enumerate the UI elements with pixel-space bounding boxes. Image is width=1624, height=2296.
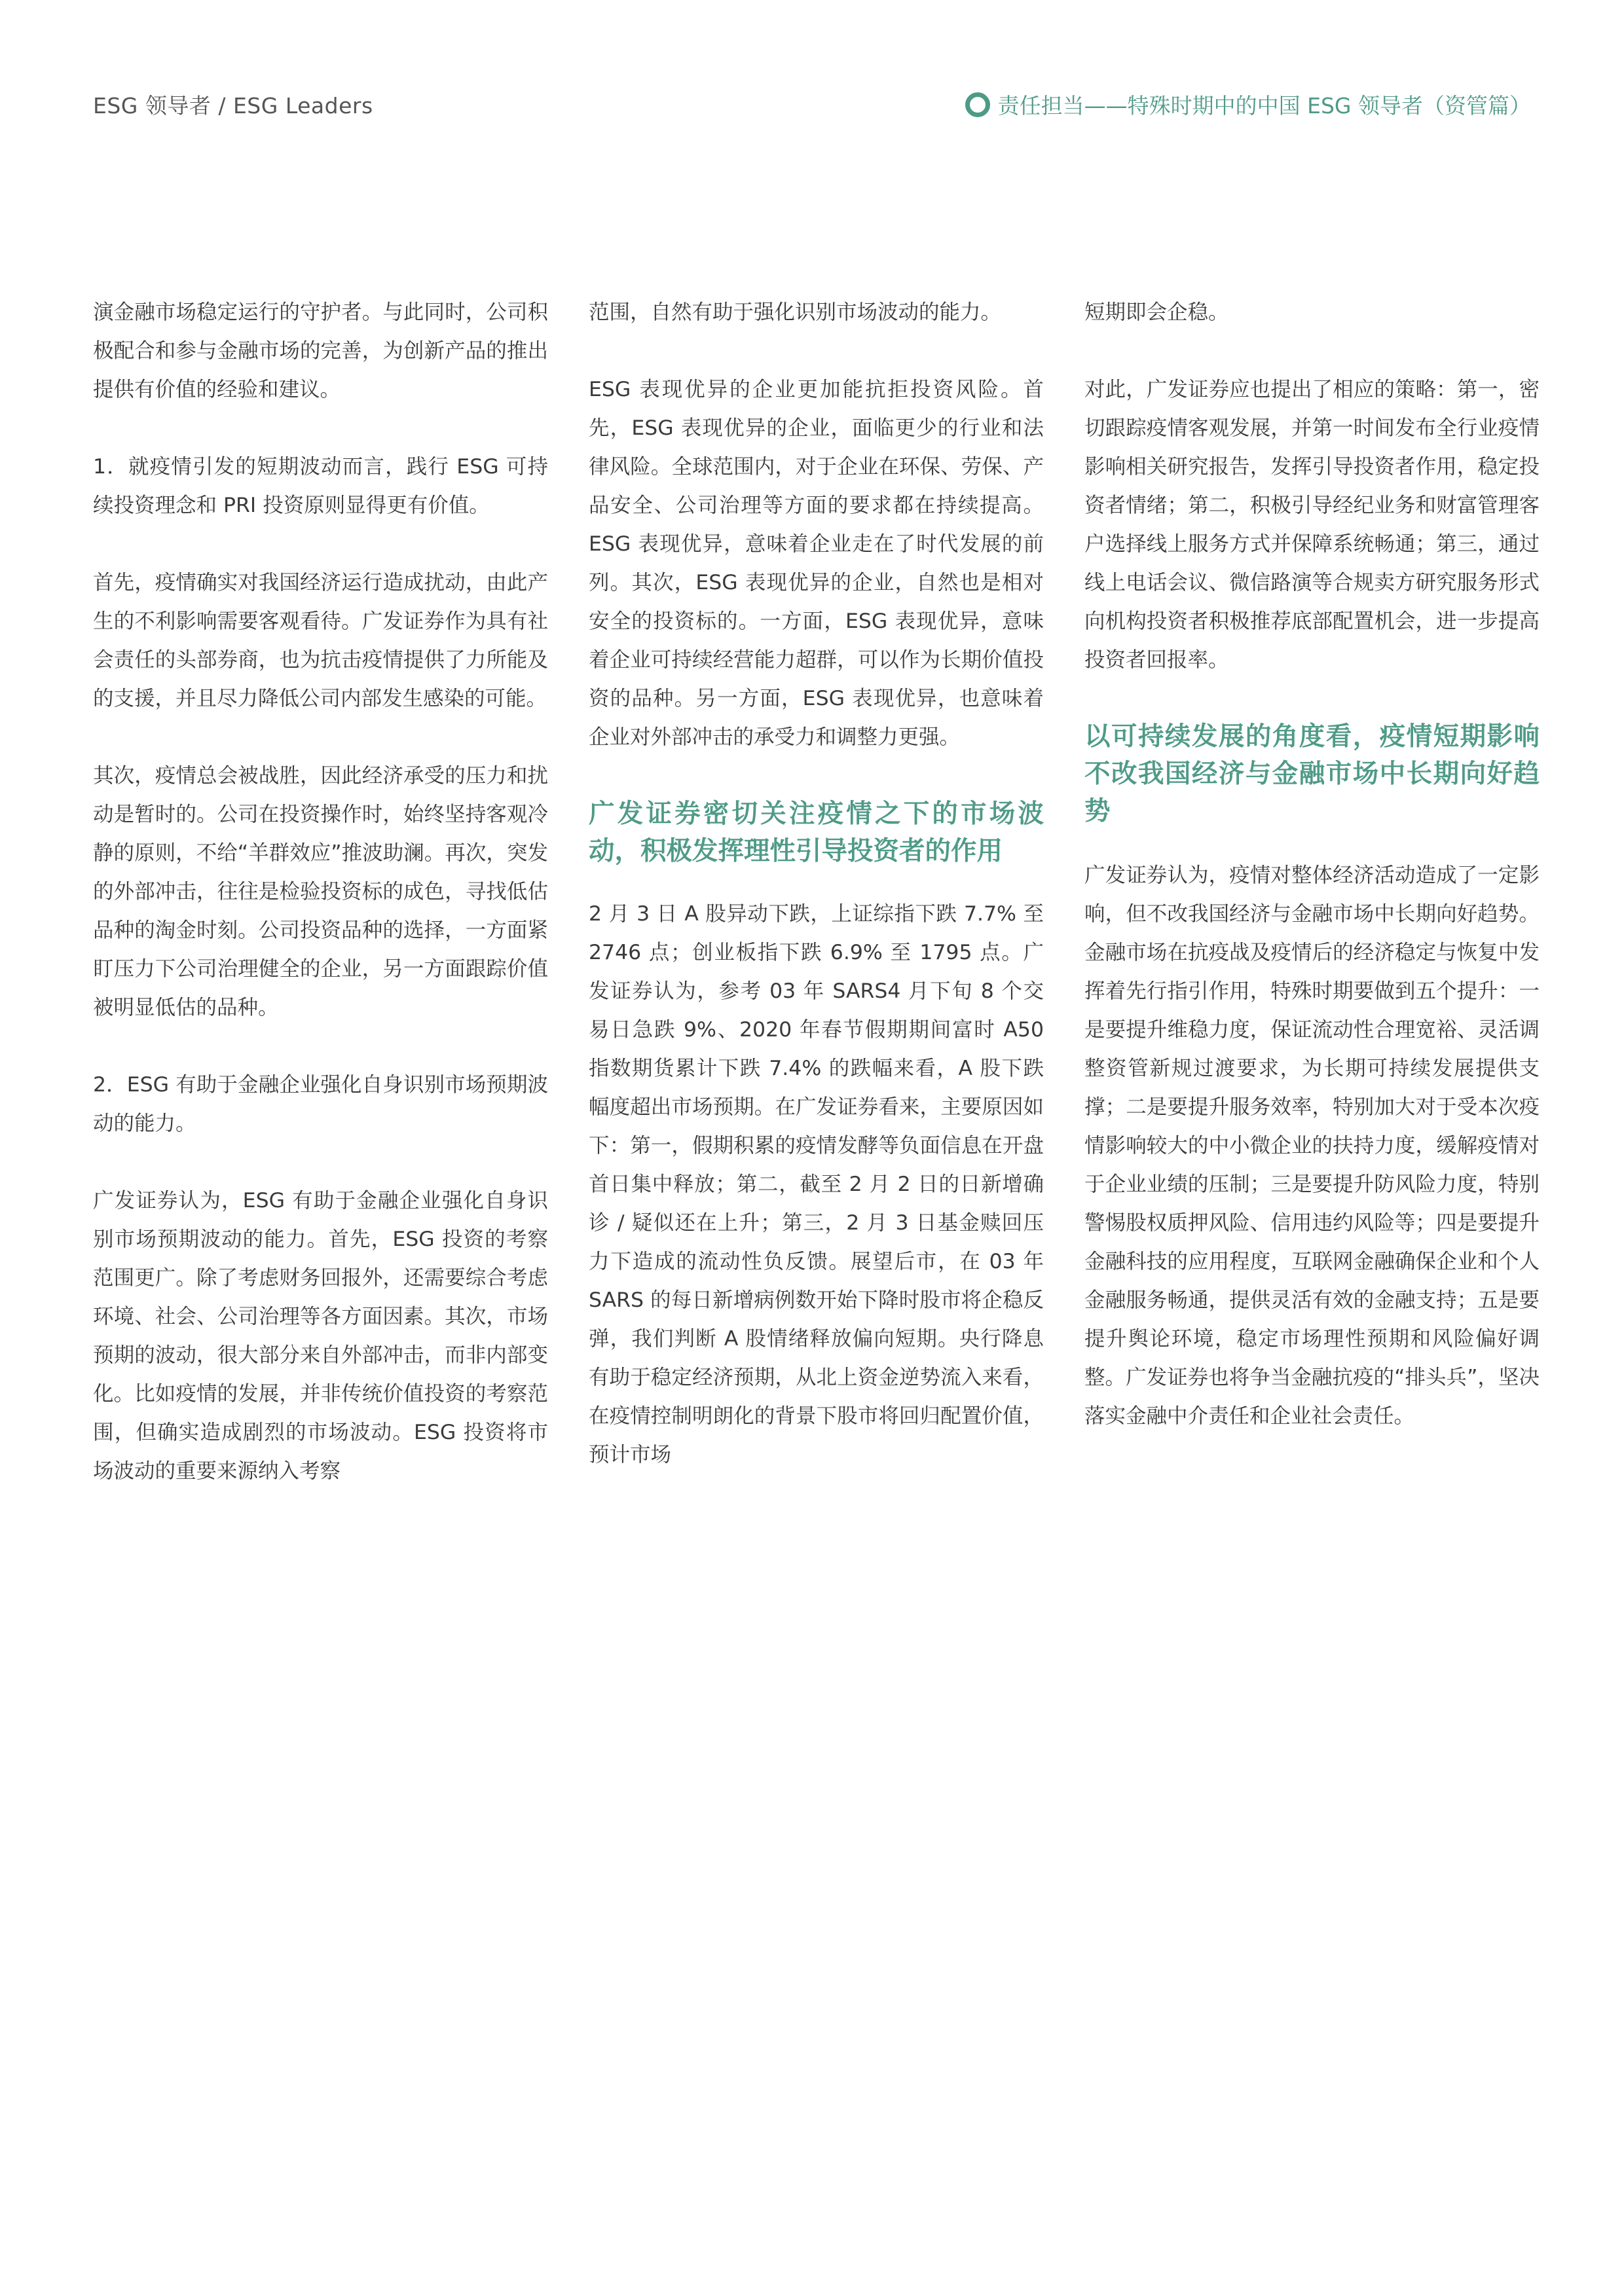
header-left-title: ESG 领导者 / ESG Leaders <box>93 93 373 118</box>
body-paragraph: 2．ESG 有助于金融企业强化自身识别市场预期波动的能力。 <box>93 1073 548 1135</box>
body-paragraph: 2 月 3 日 A 股异动下跌，上证综指下跌 7.7% 至 2746 点；创业板指下跌 6.9% 至 1795 点。广发证券认为，参考 03 年 SARS4 月下旬 8 个交易日急跌 9%、2020 年春节假期期间富时 A50 指数期货累计下跌 7.4% 的跌幅来看，A 股下跌幅度超出市场预期。在广发证券看来，主要原因如下：第一，假期积累的疫情发酵等负面信息在开盘首日集中释放；第二，截至 2 月 2 日的日新增确诊 / 疑似还在上升；第三，2 月 3 日基金赎回压力下造成的流动性负反馈。展望后市，在 03 年 SARS 的每日新增病例数开始下降时股市将企稳反弹，我们判断 A 股情绪释放偏向短期。央行降息有助于稳定经济预期，从北上资金逆势流入来看，在疫情控制明朗化的背景下股市将回归配置价值，预计市场 <box>589 902 1044 1467</box>
column-3 <box>1084 293 1540 2231</box>
header-right-title <box>965 89 1531 120</box>
ring-icon <box>965 92 990 117</box>
section-heading: 以可持续发展的角度看，疫情短期影响不改我国经济与金融市场中长期向好趋势 <box>1084 721 1540 826</box>
body-paragraph: ESG 表现优异的企业更加能抗拒投资风险。首先，ESG 表现优异的企业，面临更少的行业和法律风险。全球范围内，对于企业在环保、劳保、产品安全、公司治理等方面的要求都在持续提高。ESG 表现优异，意味着企业走在了时代发展的前列。其次，ESG 表现优异的企业，自然也是相对安全的投资标的。一方面，ESG 表现优异，意味着企业可持续经营能力超群，可以作为长期价值投资的品种。另一方面，ESG 表现优异，也意味着企业对外部冲击的承受力和调整力更强。 <box>589 378 1044 749</box>
body-paragraph: 范围，自然有助于强化识别市场波动的能力。 <box>589 301 1002 324</box>
body-paragraph: 其次，疫情总会被战胜，因此经济承受的压力和扰动是暂时的。公司在投资操作时，始终坚持客观冷静的原则，不给“羊群效应”推波助澜。再次，突发的外部冲击，往往是检验投资标的成色，寻找低估品种的淘金时刻。公司投资品种的选择，一方面紧盯压力下公司治理健全的企业，另一方面跟踪价值被明显低估的品种。 <box>93 764 548 1019</box>
header-right-text: 责任担当——特殊时期中的中国 ESG 领导者（资管篇） <box>997 93 1531 118</box>
body-paragraph: 演金融市场稳定运行的守护者。与此同时，公司积极配合和参与金融市场的完善，为创新产品的推出提供有价值的经验和建议。 <box>93 301 548 401</box>
section-heading: 广发证券密切关注疫情之下的市场波动，积极发挥理性引导投资者的作用 <box>589 799 1044 866</box>
column-2 <box>589 293 1044 2231</box>
body-paragraph: 短期即会企稳。 <box>1084 301 1229 324</box>
body-paragraph: 1．就疫情引发的短期波动而言，践行 ESG 可持续投资理念和 PRI 投资原则显得更有价值。 <box>93 455 548 517</box>
body-paragraph: 广发证券认为，ESG 有助于金融企业强化自身识别市场预期波动的能力。首先，ESG 投资的考察范围更广。除了考虑财务回报外，还需要综合考虑环境、社会、公司治理等各方面因素。其次，市场预期的波动，很大部分来自外部冲击，而非内部变化。比如疫情的发展，并非传统价值投资的考察范围，但确实造成剧烈的市场波动。ESG 投资将市场波动的重要来源纳入考察 <box>93 1189 548 1483</box>
body-paragraph: 广发证券认为，疫情对整体经济活动造成了一定影响，但不改我国经济与金融市场中长期向好趋势。金融市场在抗疫战及疫情后的经济稳定与恢复中发挥着先行指引作用，特殊时期要做到五个提升：一是要提升维稳力度，保证流动性合理宽裕、灵活调整资管新规过渡要求，为长期可持续发展提供支撑；二是要提升服务效率，特别加大对于受本次疫情影响较大的中小微企业的扶持力度，缓解疫情对于企业业绩的压制；三是要提升防风险力度，特别警惕股权质押风险、信用违约风险等；四是要提升金融科技的应用程度，互联网金融确保企业和个人金融服务畅通，提供灵活有效的金融支持；五是要提升舆论环境，稳定市场理性预期和风险偏好调整。广发证券也将争当金融抗疫的“排头兵”，坚决落实金融中介责任和企业社会责任。 <box>1084 864 1540 1428</box>
body-paragraph: 首先，疫情确实对我国经济运行造成扰动，由此产生的不利影响需要客观看待。广发证券作为具有社会责任的头部券商，也为抗击疫情提供了力所能及的支援，并且尽力降低公司内部发生感染的可能。 <box>93 571 548 710</box>
column-1 <box>93 293 548 2231</box>
body-paragraph: 对此，广发证券应也提出了相应的策略：第一，密切跟踪疫情客观发展，并第一时间发布全行业疫情影响相关研究报告，发挥引导投资者作用，稳定投资者情绪；第二，积极引导经纪业务和财富管理客户选择线上服务方式并保障系统畅通；第三，通过线上电话会议、微信路演等合规卖方研究服务形式向机构投资者积极推荐底部配置机会，进一步提高投资者回报率。 <box>1084 378 1540 672</box>
